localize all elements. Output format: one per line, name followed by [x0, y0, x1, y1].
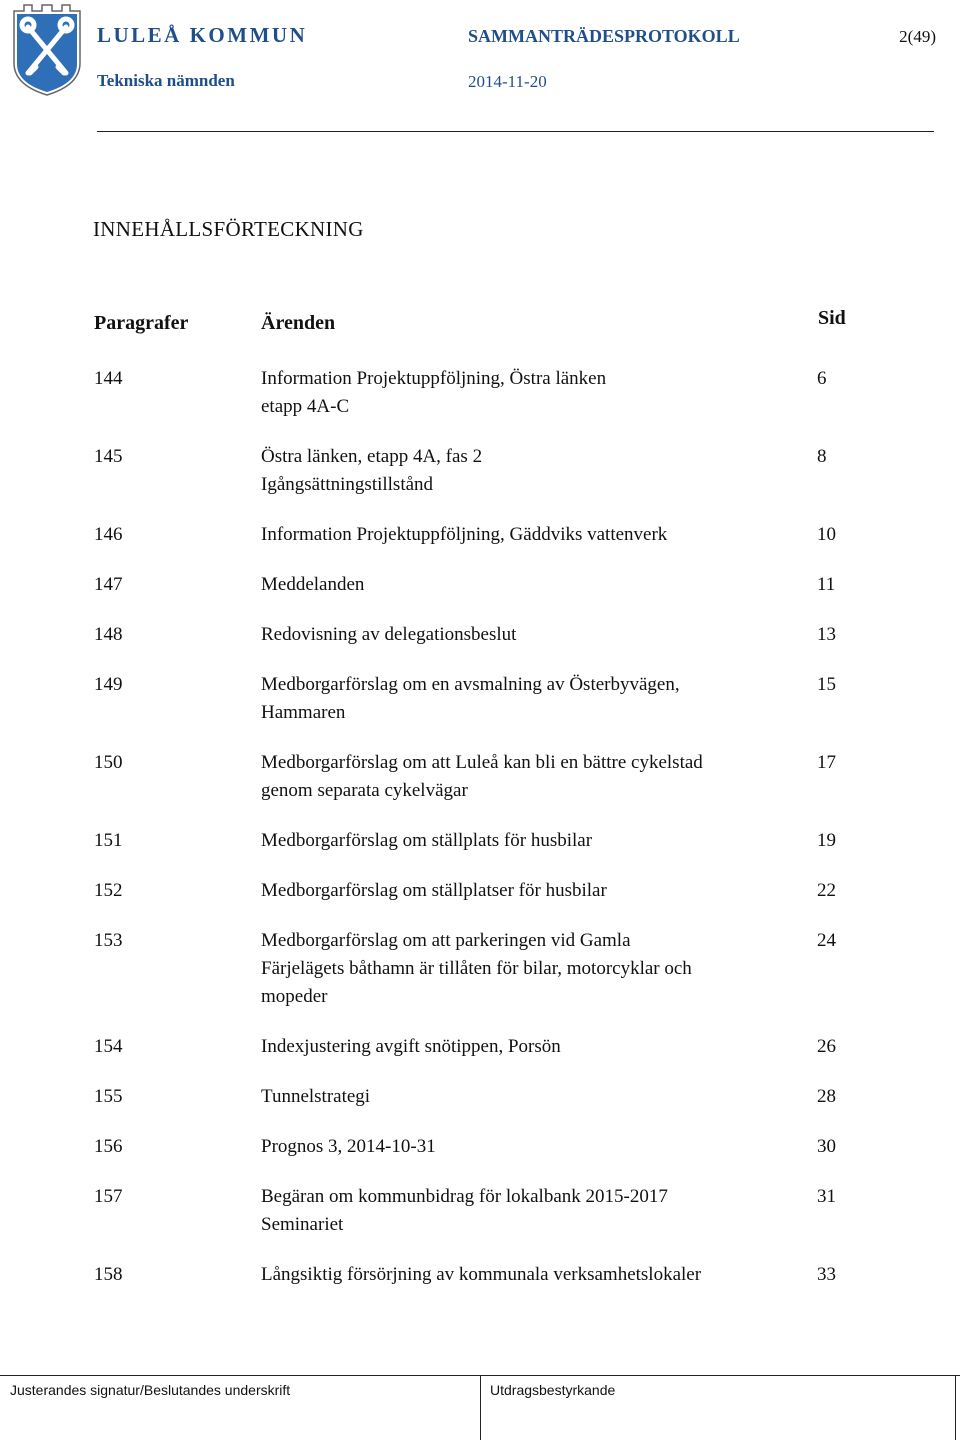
paragraph-number: 147 [94, 574, 123, 595]
paragraph-number: 156 [94, 1136, 123, 1157]
paragraph-number: 151 [94, 830, 123, 851]
page-ref: 26 [817, 1036, 836, 1057]
column-header-matters: Ärenden [261, 312, 336, 334]
page-ref: 10 [817, 524, 836, 545]
footer-right-border [955, 1376, 956, 1440]
page-ref: 13 [817, 624, 836, 645]
paragraph-number: 148 [94, 624, 123, 645]
toc-entry[interactable] [94, 1083, 854, 1111]
matter-title: Information Projektuppföljning, Östra länken etapp 4A-C [261, 368, 607, 417]
paragraph-number: 145 [94, 446, 123, 467]
page-ref: 31 [817, 1186, 836, 1207]
page-ref: 24 [817, 930, 836, 951]
paragraph-number: 144 [94, 368, 123, 389]
matter-title: Information Projektuppföljning, Gäddviks vattenverk [261, 524, 668, 545]
matter-title: Meddelanden [261, 574, 365, 595]
toc-entry[interactable] [94, 927, 854, 1011]
committee-name: Tekniska nämnden [97, 71, 235, 90]
matter-title: Prognos 3, 2014-10-31 [261, 1136, 436, 1157]
matter-title: Östra länken, etapp 4A, fas 2 Igångsättningstillstånd [261, 446, 483, 495]
toc-entry[interactable] [94, 571, 854, 599]
meeting-date: 2014-11-20 [468, 72, 547, 91]
organization-name: LULEÅ KOMMUN [97, 23, 308, 47]
page-ref: 8 [817, 446, 827, 467]
toc-entry[interactable] [94, 827, 854, 855]
toc-entry[interactable] [94, 1133, 854, 1161]
column-header-paragraphs: Paragrafer [94, 312, 189, 334]
page-ref: 19 [817, 830, 836, 851]
matter-title: Långsiktig försörjning av kommunala verksamhetslokaler [261, 1264, 702, 1285]
paragraph-number: 150 [94, 752, 123, 773]
matter-title: Medborgarförslag om att parkeringen vid Gamla Färjelägets båthamn är tillåten för bilar, motorcyklar och mopeder [261, 930, 692, 1007]
page-ref: 33 [817, 1264, 836, 1285]
toc-entry[interactable] [94, 1261, 854, 1289]
page-ref: 11 [817, 574, 836, 595]
paragraph-number: 157 [94, 1186, 123, 1207]
page-ref: 17 [817, 752, 836, 773]
document-type: SAMMANTRÄDESPROTOKOLL [468, 26, 740, 46]
paragraph-number: 158 [94, 1264, 123, 1285]
matter-title: Tunnelstrategi [261, 1086, 371, 1107]
page-ref: 15 [817, 674, 836, 695]
matter-title: Medborgarförslag om ställplatser för husbilar [261, 880, 607, 901]
toc-entry[interactable] [94, 443, 854, 499]
paragraph-number: 146 [94, 524, 123, 545]
toc-entries [94, 365, 854, 1311]
page-ref: 30 [817, 1136, 836, 1157]
signature-label: Justerandes signatur/Beslutandes underskrift [10, 1382, 291, 1398]
column-header-page: Sid [818, 307, 846, 329]
certification-label: Utdragsbestyrkande [490, 1382, 616, 1398]
matter-title: Begäran om kommunbidrag för lokalbank 2015-2017 Seminariet [261, 1186, 668, 1235]
paragraph-number: 153 [94, 930, 123, 951]
matter-title: Medborgarförslag om att Luleå kan bli en bättre cykelstad genom separata cykelvägar [261, 752, 703, 801]
toc-title: INNEHÅLLSFÖRTECKNING [93, 217, 364, 241]
page-number: 2(49) [899, 27, 936, 46]
toc-entry[interactable] [94, 877, 854, 905]
paragraph-number: 154 [94, 1036, 123, 1057]
matter-title: Redovisning av delegationsbeslut [261, 624, 517, 645]
matter-title: Medborgarförslag om ställplats för husbilar [261, 830, 593, 851]
matter-title: Indexjustering avgift snötippen, Porsön [261, 1036, 561, 1057]
lulea-crest-icon [12, 3, 82, 97]
toc-entry[interactable] [94, 749, 854, 805]
toc-entry[interactable] [94, 1183, 854, 1239]
paragraph-number: 149 [94, 674, 123, 695]
page-ref: 6 [817, 368, 827, 389]
paragraph-number: 152 [94, 880, 123, 901]
toc-entry[interactable] [94, 621, 854, 649]
matter-title: Medborgarförslag om en avsmalning av Österbyvägen, Hammaren [261, 674, 680, 723]
page-ref: 28 [817, 1086, 836, 1107]
toc-entry[interactable] [94, 521, 854, 549]
page-ref: 22 [817, 880, 836, 901]
header-divider [97, 131, 934, 132]
toc-entry[interactable] [94, 671, 854, 727]
toc-entry[interactable] [94, 1033, 854, 1061]
paragraph-number: 155 [94, 1086, 123, 1107]
signature-footer [0, 1375, 960, 1440]
toc-entry[interactable] [94, 365, 854, 421]
